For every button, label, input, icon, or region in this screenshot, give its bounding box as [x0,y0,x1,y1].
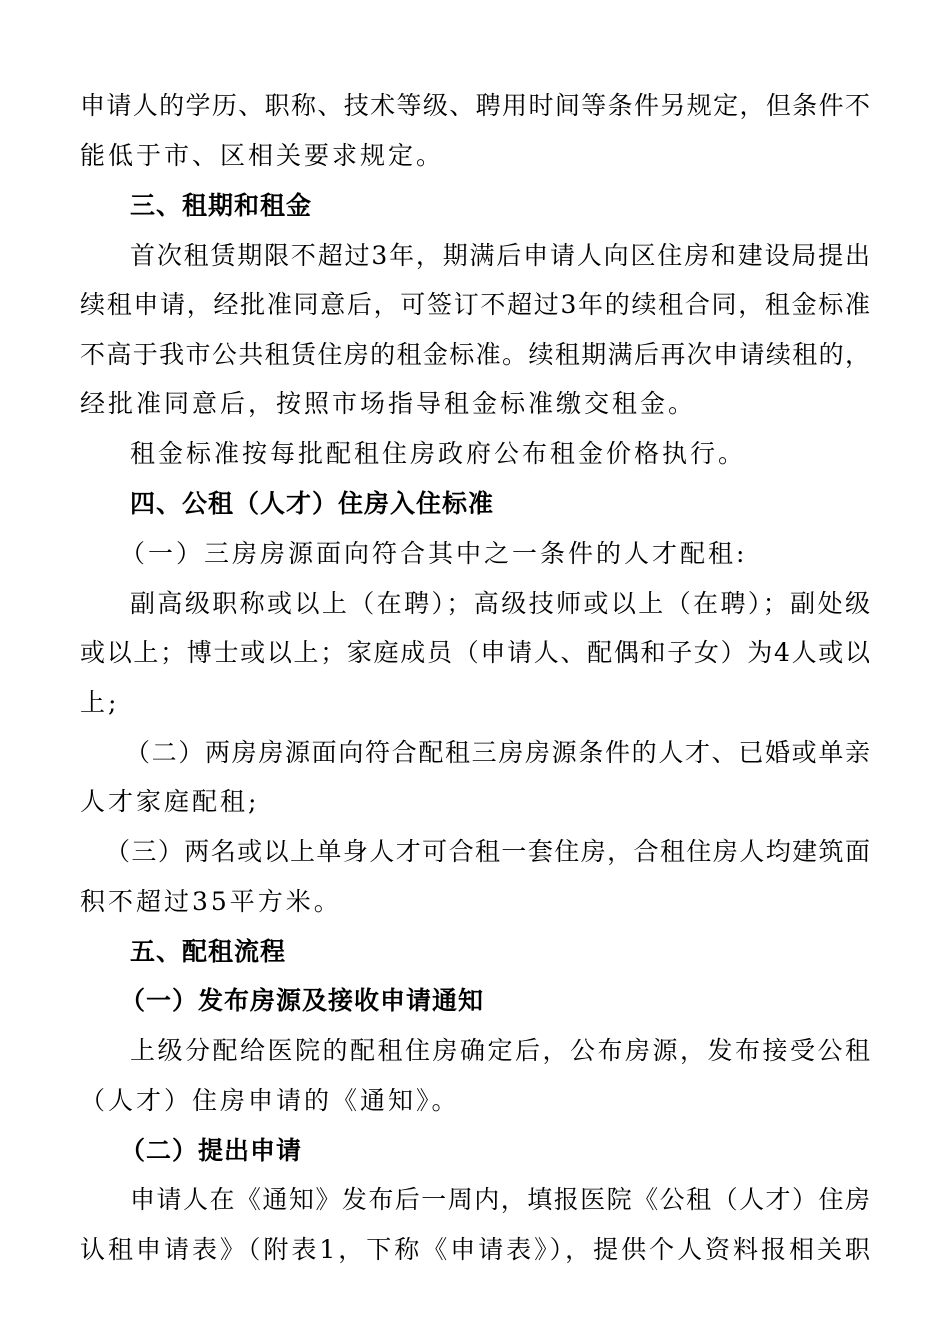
paragraph-line: 人才家庭配租; [80,787,260,816]
paragraph-line: 认租申请表》（附表1，下称《申请表》），提供个人资料报相关职 [80,1235,870,1264]
paragraph-line: 申请人的学历、职称、技术等级、聘用时间等条件另规定，但条件不 [80,91,870,120]
subsection-heading: （一）发布房源及接收申请通知 [120,986,485,1015]
subsection-line: （三）两名或以上单身人才可合租一套住房，合租住房人均建筑面 [105,837,870,866]
paragraph-line: 副高级职称或以上（在聘）；高级技师或以上（在聘）；副处级 [130,589,870,618]
paragraph-line: 或以上；博士或以上；家庭成员（申请人、配偶和子女）为4人或以 [80,638,870,667]
section-heading: 三、租期和租金 [130,191,313,220]
paragraph-line: 能低于市、区相关要求规定。 [80,141,445,170]
paragraph-line: 积不超过35平方米。 [80,887,342,916]
subsection-line: （二）两房房源面向符合配租三房房源条件的人才、已婚或单亲 [125,738,870,767]
paragraph-line: 首次租赁期限不超过3年，期满后申请人向区住房和建设局提出 [130,241,870,270]
section-heading: 四、公租（人才）住房入住标准 [130,489,495,518]
paragraph-line: 经批准同意后，按照市场指导租金标准缴交租金。 [80,389,697,418]
paragraph-line: 续租申请，经批准同意后，可签订不超过3年的续租合同，租金标准 [80,290,870,319]
paragraph-line: 租金标准按每批配租住房政府公布租金价格执行。 [130,439,747,468]
paragraph-line: 上级分配给医院的配租住房确定后，公布房源，发布接受公租 [130,1036,870,1065]
paragraph-line: 申请人在《通知》发布后一周内，填报医院《公租（人才）住房 [130,1185,870,1214]
subsection-heading: （二）提出申请 [120,1136,303,1165]
paragraph-line: 不高于我市公共租赁住房的租金标准。续租期满后再次申请续租的， [80,340,870,369]
subsection-line: （一）三房房源面向符合其中之一条件的人才配租: [120,539,748,568]
paragraph-line: 上; [80,688,120,717]
section-heading: 五、配租流程 [130,937,287,966]
paragraph-line: （人才）住房申请的《通知》。 [80,1086,460,1115]
